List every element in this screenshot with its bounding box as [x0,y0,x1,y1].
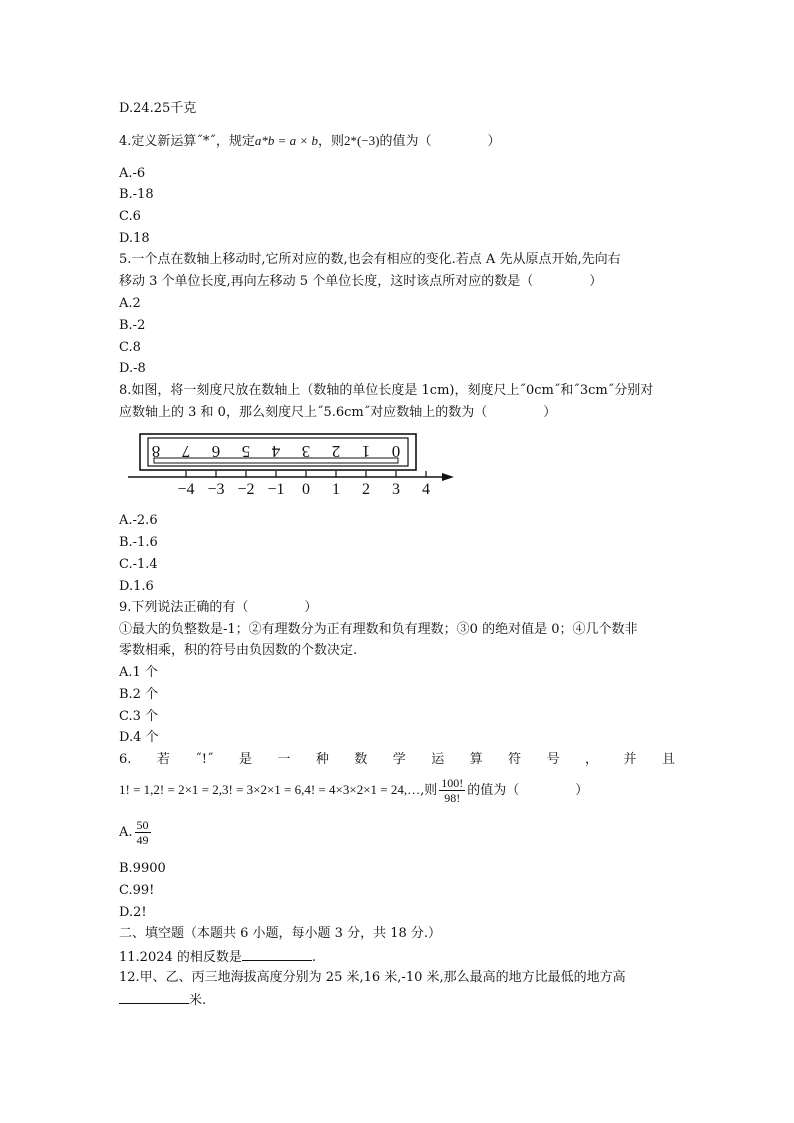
q5-line2 [119,274,602,290]
q6-word: 数 [354,752,368,767]
q6-word: ， [585,752,599,767]
q6-option-a-den: 49 [136,833,149,847]
q12-line2 [119,991,206,1009]
ruler-label: 6 [211,442,221,461]
q4-expr: 2*(−3) [343,133,380,148]
q9-line2: 零数相乘，积的符号由负因数的个数决定. [119,643,358,658]
q6-option-a [119,818,153,848]
q8-option-c: C.-1.4 [119,557,158,572]
q8-option-d: D.1.6 [119,579,154,594]
q9-option-b: B.2 个 [119,687,159,702]
section2-title: 二、填空题（本题共 6 小题，每小题 3 分，共 18 分.） [119,926,442,941]
q4-option-a: A.-6 [119,166,146,181]
q6-stem-line1 [119,752,675,768]
q12-end: 米. [189,993,207,1008]
q5-line2-text: 移动 3 个单位长度,再向左移动 5 个单位长度，这时该点所对应的数是（ [119,274,534,289]
q8-option-a: A.-2.6 [119,513,158,528]
q9-stem [119,600,317,616]
q6-word: 6. [119,752,132,767]
ruler-label: 1 [361,442,371,461]
q6-word: 一 [277,752,291,767]
q8-ruler-figure [120,430,460,502]
q9-option-d: D.4 个 [119,730,159,745]
q6-option-b: B.9900 [119,861,166,876]
q4-stem-post: 的值为（ [379,134,432,149]
q5-close: ） [589,274,603,289]
q12-blank [119,991,189,1004]
q9-option-c: C.3 个 [119,709,159,724]
q5-line1: 5.一个点在数轴上移动时,它所对应的数,也会有相应的变化.若点 A 先从原点开始,先向右 [119,252,621,267]
ruler-label: 0 [391,442,401,461]
q6-fraction [439,776,465,805]
axis-label: 1 [332,481,340,498]
q5-option-c: C.8 [119,340,141,355]
q6-fraction-num: 100! [441,776,464,790]
q5-option-b: B.-2 [119,318,146,333]
axis-label: −3 [207,481,225,498]
q6-word: 是 [238,752,252,767]
axis-label: 2 [362,481,370,498]
q9-option-a: A.1 个 [119,665,158,680]
q6-formula: 1! = 1,2! = 2×1 = 2,3! = 3×2×1 = 6,4! = 4×3×2×1 = 24,… [119,782,421,797]
q4-stem [119,133,501,150]
q6-word: 种 [315,752,329,767]
axis-label: −2 [237,481,255,498]
q6-option-d: D.2! [119,905,147,920]
ruler-label: 3 [301,442,311,461]
q11-text: 11.2024 的相反数是 [119,950,242,965]
q4-option-c: C.6 [119,209,141,224]
q6-close: ） [575,783,589,798]
q4-def-rhs: = a × b [274,133,318,148]
q6-word: 若 [156,752,170,767]
q6-option-a-fraction [135,818,151,847]
q11 [119,948,316,966]
q6-word: 且 [661,752,675,767]
q6-option-a-num: 50 [136,818,149,832]
q6-stem-line2 [119,775,588,806]
q9-line1: ①最大的负整数是-1；②有理数分为正有理数和负有理数；③0 的绝对值是 0；④几个数非 [119,622,638,637]
q6-post: 的值为（ [467,783,520,798]
q5-option-d: D.-8 [119,361,146,376]
q6-word: 号 [546,752,560,767]
axis-label: 4 [422,481,430,498]
ruler-label: 2 [331,442,341,461]
q8-line1: 8.如图，将一刻度尺放在数轴上（数轴的单位长度是 1cm)，刻度尺上˝0cm˝和˝3cm˝分别对 [119,383,654,398]
q6-ze: ,则 [420,783,438,798]
axis-label: −4 [177,481,195,498]
q6-word: 算 [469,752,483,767]
ruler-label: 5 [241,442,251,461]
q8-line2 [119,405,556,421]
q6-option-c: C.99! [119,883,155,898]
q6-word: 符 [508,752,522,767]
q4-stem-pre: 4.定义新运算˝*˝，规定 [119,134,255,149]
q4-option-b: B.-18 [119,187,154,202]
ruler-label: 4 [271,442,281,461]
q6-word: ˝!˝ [195,752,214,767]
q12-line1: 12.甲、乙、丙三地海拔高度分别为 25 米,16 米,-10 米,那么最高的地方比最低的地方高 [119,970,626,985]
q3-option-d: D.24.25千克 [119,101,197,116]
q9-stem-text: 9.下列说法正确的有（ [119,600,249,615]
q6-fraction-den: 98! [444,791,461,805]
q8-option-b: B.-1.6 [119,535,158,550]
axis-label: 0 [302,481,310,498]
q11-blank [242,948,312,961]
q4-close: ） [487,134,501,149]
ruler-label: 7 [181,442,191,461]
q6-word: 运 [431,752,445,767]
q4-def-lhs: a*b [254,133,275,148]
q11-end: . [311,950,317,965]
ruler-label: 8 [151,442,161,461]
q5-option-a: A.2 [119,296,141,311]
axis-label: 3 [392,481,400,498]
q6-word: 并 [623,752,637,767]
q9-close: ） [304,600,318,615]
q4-option-d: D.18 [119,231,150,246]
q8-close: ） [543,405,557,420]
q6-word: 学 [392,752,406,767]
q8-line2-text: 应数轴上的 3 和 0，那么刻度尺上˝5.6cm˝对应数轴上的数为（ [119,405,488,420]
axis-label: −1 [267,481,285,498]
q6-option-a-label: A. [119,825,133,840]
number-axis-arrow [442,473,454,481]
q4-stem-mid: ，则 [317,134,344,149]
